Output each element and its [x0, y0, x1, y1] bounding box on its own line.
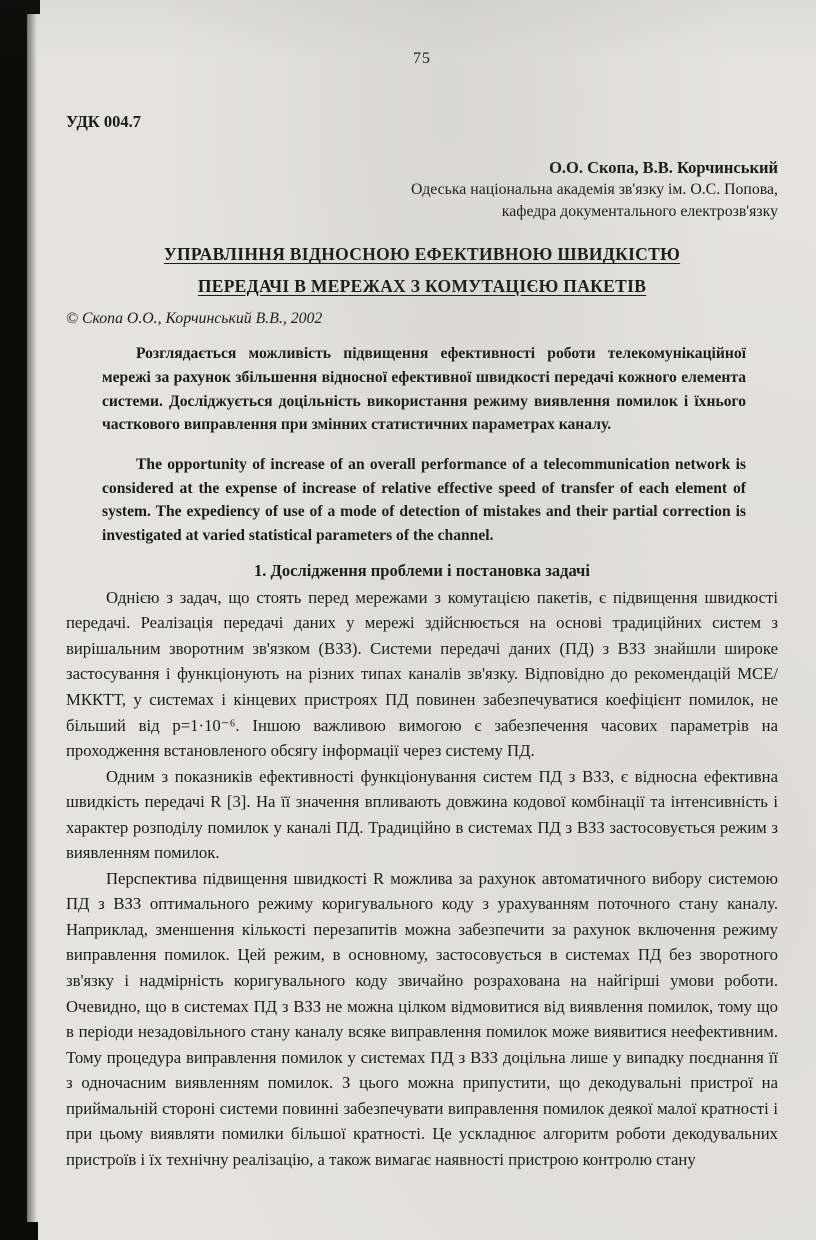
paper-title [66, 239, 778, 302]
paragraph: Однією з задач, що стоять перед мережами з комутацією пакетів, є підвищення швидкості передачі. Реалізація передачі даних у мережі здійснюється на основі традиційних систем з вирішальним зворотним зв'язком (ВЗЗ). Системи передачі даних (ПД) з ВЗЗ знайшли широке застосування і функціонують на різних типах каналів зв'язку. Відповідно до рекомендацій МСЕ/МККТТ, у системах і кінцевих пристроях ПД повинен забезпечуватися коефіцієнт помилок, не більший від р=1·10⁻⁶. Іншою важливою вимогою є забезпечення часових параметрів на проходження встановленого обсягу інформації через систему ПД. [66, 587, 778, 761]
page-number: 75 [413, 50, 431, 67]
scan-corner-top [0, 0, 40, 14]
abstract-english: The opportunity of increase of an overall performance of a telecommunication network is considered at the expense of increase of relative effective speed of transfer of each element of system. The expediency of use of a mode of detection of mistakes and their partial correction is investigated at varied statistical parameters of the channel. [102, 456, 746, 545]
scanned-page [66, 0, 778, 1172]
udc-code: УДК 004.7 [66, 112, 142, 131]
scan-edge-fade [27, 0, 37, 1240]
author-block [66, 156, 778, 223]
paragraph: Одним з показників ефективності функціонування систем ПД з ВЗЗ, є відносна ефективна швидкість передачі R [3]. На її значення впливають довжина кодової комбінації та інтенсивність і характер розподілу помилок у каналі ПД. Традиційно в системах ПД з ВЗЗ застосовується режим з виявленням помилок. [66, 766, 778, 863]
paragraph: Перспектива підвищення швидкості R можлива за рахунок автоматичного вибору системою ПД з ВЗЗ оптимального режиму коригувального коду з урахуванням поточного стану каналу. Наприклад, зменшення кількості перезапитів можна забезпечити за рахунок включення режиму виправлення помилок. Цей режим, в основному, застосовується в системах ПД без зворотного зв'язку і надмірність коригувального коду звичайно розрахована на найгірші умови роботи. Очевидно, що в системах ПД з ВЗЗ не можна цілком відмовитися від виявлення помилок, тому що в періоди незадовільного стану каналу всяке виправлення помилок може виявитися неефективним. Тому процедура виправлення помилок у системах ПД з ВЗЗ доцільна лише у випадку поєднання її з одночасним виявленням помилок. З цього можна припустити, що декодувальні пристрої на приймальній стороні системи повинні забезпечувати виправлення помилок деякої малої кратності і при цьому виявляти помилки більшої кратності. Це ускладнює алгоритм роботи декодувальних пристроїв і їх технічну реалізацію, а також вимагає наявності пристрою контролю стану [66, 868, 778, 1169]
authors-line: О.О. Скопа, В.В. Корчинський [549, 158, 778, 177]
section-1-body [66, 585, 778, 1173]
abstract-ukrainian: Розглядається можливість підвищення ефективності роботи телекомунікаційної мережі за рахунок збільшення відносної ефективної швидкості передачі кожного елемента системи. Досліджується доцільність використання режиму виявлення помилок і їхнього часткового виправлення при змінних статистичних параметрах каналу. [102, 345, 746, 434]
copyright-line: © Скопа О.О., Корчинський В.В., 2002 [66, 310, 323, 328]
paper-title-line-2: ПЕРЕДАЧІ В МЕРЕЖАХ З КОМУТАЦІЄЮ ПАКЕТІВ [197, 275, 647, 296]
affiliation-line-1: Одеська національна академія зв'язку ім. О.С. Попова, [411, 181, 778, 199]
affiliation-line-2: кафедра документального електрозв'язку [501, 203, 778, 221]
scan-corner-bottom [0, 1222, 38, 1240]
paper-title-line-1: УПРАВЛІННЯ ВІДНОСНОЮ ЕФЕКТИВНОЮ ШВИДКІСТЮ [163, 244, 681, 265]
section-1-heading: 1. Дослідження проблеми і постановка задачі [254, 560, 590, 580]
scan-edge-artifact [0, 0, 27, 1240]
